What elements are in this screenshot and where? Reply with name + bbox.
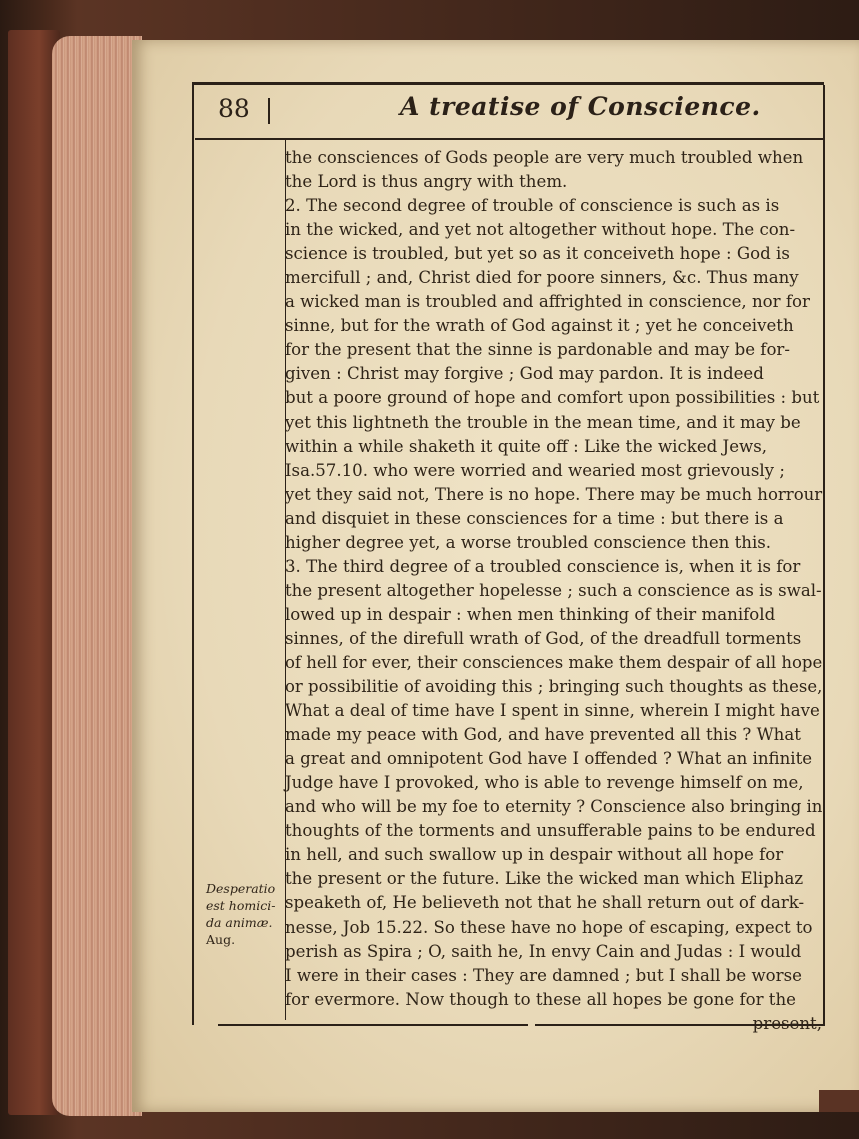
margin-note: [206, 880, 286, 948]
margin-note-line: est homici-: [206, 898, 276, 913]
text-line: or possibilitie of avoiding this ; bringing such thoughts as these,: [285, 677, 823, 697]
header-left-rule: [192, 85, 194, 1025]
text-line: the consciences of Gods people are very much troubled when: [285, 148, 804, 167]
header-top-rule: [192, 82, 824, 85]
text-line: the present or the future. Like the wicked man which Eliphaz: [285, 869, 804, 889]
text-line: the Lord is thus angry with them.: [285, 172, 568, 192]
text-line: 2. The second degree of trouble of conscience is such as is: [285, 196, 780, 216]
body-text: [285, 146, 822, 1036]
text-line: in the wicked, and yet not altogether without hope. The con-: [285, 220, 796, 240]
text-line: made my peace with God, and have prevented all this ? What: [285, 725, 801, 745]
header-separator: [268, 98, 270, 124]
cover-corner: [819, 1090, 859, 1112]
text-line: science is troubled, but yet so as it conceiveth hope : God is: [285, 244, 790, 264]
text-line: perish as Spira ; O, saith he, In envy Cain and Judas : I would: [285, 941, 802, 961]
bottom-rule-left: [218, 1024, 528, 1026]
header-bottom-rule: [195, 138, 823, 140]
text-line: for the present that the sinne is pardonable and may be for-: [285, 340, 790, 360]
text-line: mercifull ; and, Christ died for poore sinners, &c. Thus many: [285, 268, 799, 288]
text-line: and who will be my foe to eternity ? Conscience also bringing in: [285, 797, 823, 817]
text-line: nesse, Job 15.22. So these have no hope of escaping, expect to: [285, 917, 813, 937]
page-edges: [52, 36, 142, 1116]
text-line: Isa.57.10. who were worried and wearied most grievously ;: [285, 460, 785, 480]
bottom-rule-right: [535, 1024, 825, 1026]
text-line: lowed up in despair : when men thinking of their manifold: [285, 604, 776, 624]
text-line: given : Christ may forgive ; God may pardon. It is indeed: [285, 364, 764, 384]
text-line: I were in their cases : They are damned ; but I shall be worse: [285, 965, 802, 985]
text-line: a great and omnipotent God have I offended ? What an infinite: [285, 749, 813, 769]
text-line: of hell for ever, their consciences make them despair of all hope: [285, 652, 823, 672]
margin-note-line: Desperatio: [206, 881, 276, 896]
text-line: the present altogether hopelesse ; such a conscience as is swal-: [285, 580, 822, 600]
text-line: yet they said not, There is no hope. There may be much horrour: [285, 484, 823, 504]
text-line: within a while shaketh it quite off : Like the wicked Jews,: [285, 436, 768, 456]
text-line: in hell, and such swallow up in despair without all hope for: [285, 845, 784, 865]
text-line: Judge have I provoked, who is able to revenge himself on me,: [285, 773, 804, 793]
text-line: a wicked man is troubled and affrighted in conscience, nor for: [285, 292, 810, 312]
margin-note-line: Aug.: [206, 932, 236, 947]
running-title: A treatise of Conscience.: [400, 92, 761, 121]
text-line: but a poore ground of hope and comfort upon possibilities : but: [285, 388, 820, 408]
text-line: for evermore. Now though to these all hopes be gone for the: [285, 989, 796, 1009]
text-line: sinne, but for the wrath of God against it ; yet he conceiveth: [285, 316, 794, 336]
text-line: and disquiet in these consciences for a time : but there is a: [285, 508, 784, 528]
text-line: higher degree yet, a worse troubled conscience then this.: [285, 532, 772, 552]
page-number: 88: [218, 94, 250, 123]
text-line: What a deal of time have I spent in sinne, wherein I might have: [285, 701, 820, 721]
margin-note-line: da animæ.: [206, 915, 273, 930]
text-line: thoughts of the torments and unsufferable pains to be endured: [285, 821, 816, 841]
header-right-rule: [823, 85, 825, 1025]
text-line: speaketh of, He believeth not that he shall return out of dark-: [285, 893, 805, 913]
text-line: yet this lightneth the trouble in the mean time, and it may be: [285, 412, 801, 432]
text-line: sinnes, of the direfull wrath of God, of the dreadfull torments: [285, 628, 802, 648]
text-line: 3. The third degree of a troubled conscience is, when it is for: [285, 556, 801, 576]
